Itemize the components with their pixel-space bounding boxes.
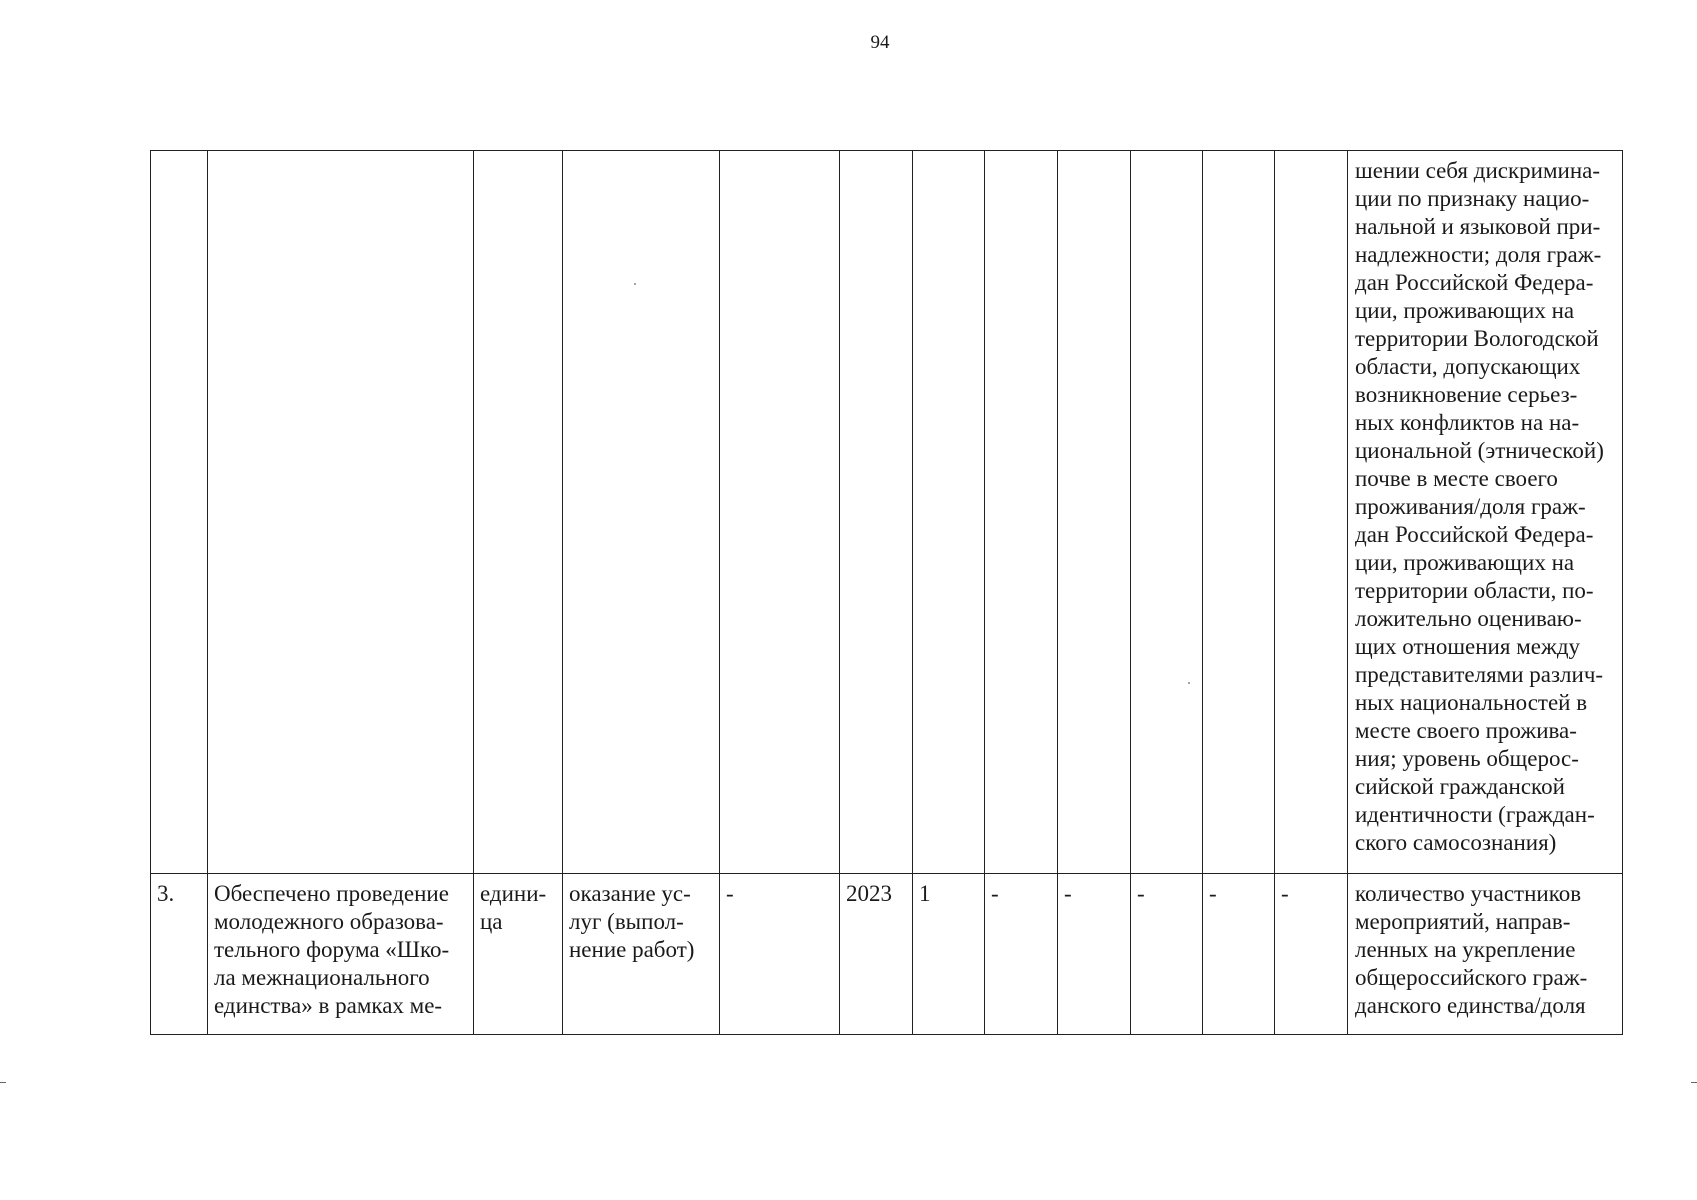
indicator-line: дан Российской Федера- <box>1355 522 1594 547</box>
indicator-line: мероприятий, направ- <box>1355 909 1571 934</box>
title-line: молодежного образова- <box>214 909 444 934</box>
indicator-line: ского самосознания) <box>1355 830 1557 855</box>
cell-unit <box>474 874 563 1035</box>
title-line: Обеспечено проведение <box>214 881 449 906</box>
cell-value-5: - <box>1203 874 1275 1035</box>
title-line: тельного форума «Шко- <box>214 937 450 962</box>
cell-indicator <box>1348 151 1623 874</box>
indicator-line: общероссийского граж- <box>1355 965 1588 990</box>
indicator-line: ния; уровень общерос- <box>1355 746 1579 771</box>
scan-edge-mark-left <box>0 1082 6 1083</box>
cell-title <box>208 151 474 874</box>
table-row-continuation <box>151 151 1623 874</box>
cell-value-6 <box>1275 151 1348 874</box>
cell-unit <box>474 151 563 874</box>
type-line: нение работ) <box>569 937 695 962</box>
scan-edge-mark-right <box>1691 1082 1697 1083</box>
cell-indicator <box>1348 874 1623 1035</box>
title-line: ла межнационального <box>214 965 430 990</box>
indicator-line: территории Вологодской <box>1355 326 1599 351</box>
indicator-line: представителями различ- <box>1355 662 1604 687</box>
type-line: луг (выпол- <box>569 909 684 934</box>
cell-title <box>208 874 474 1035</box>
indicator-line: надлежности; доля граж- <box>1355 242 1602 267</box>
cell-value-4 <box>1131 151 1203 874</box>
indicator-line: дан Российской Федера- <box>1355 270 1594 295</box>
indicator-line: нальной и языковой при- <box>1355 214 1601 239</box>
indicator-line: сийской гражданской <box>1355 774 1565 799</box>
cell-year <box>840 151 913 874</box>
indicator-line: циональной (этнической) <box>1355 438 1604 463</box>
cell-number: 3. <box>151 874 208 1035</box>
cell-value-3: - <box>1058 874 1131 1035</box>
indicator-line: ных конфликтов на на- <box>1355 410 1580 435</box>
indicator-line: месте своего прожива- <box>1355 718 1577 743</box>
cell-value-5 <box>1203 151 1275 874</box>
cell-value-1 <box>913 151 985 874</box>
indicator-line: территории области, по- <box>1355 578 1594 603</box>
unit-line: ца <box>480 909 503 934</box>
indicator-line: ции, проживающих на <box>1355 550 1575 575</box>
cell-value-3 <box>1058 151 1131 874</box>
indicator-line: ложительно оцениваю- <box>1355 606 1582 631</box>
indicator-line: количество участников <box>1355 881 1582 906</box>
page-number: 94 <box>870 32 890 53</box>
indicator-line: идентичности (граждан- <box>1355 802 1595 827</box>
cell-characteristic <box>720 151 840 874</box>
indicator-line: проживания/доля граж- <box>1355 494 1586 519</box>
measures-table <box>150 150 1623 1035</box>
indicator-line: возникновение серьез- <box>1355 382 1578 407</box>
cell-number <box>151 151 208 874</box>
scan-speck <box>634 283 636 285</box>
table-row-item-3 <box>151 874 1623 1035</box>
indicator-line: шении себя дискримина- <box>1355 158 1600 183</box>
title-line: единства» в рамках ме- <box>214 993 443 1018</box>
indicator-line: ленных на укрепление <box>1355 937 1576 962</box>
unit-line: едини- <box>480 881 547 906</box>
indicator-line: щих отношения между <box>1355 634 1581 659</box>
cell-value-2 <box>985 151 1058 874</box>
cell-value-6: - <box>1275 874 1348 1035</box>
cell-value-2: - <box>985 874 1058 1035</box>
cell-year: 2023 <box>840 874 913 1035</box>
indicator-line: данского единства/доля <box>1355 993 1586 1018</box>
indicator-line: области, допускающих <box>1355 354 1581 379</box>
cell-characteristic: - <box>720 874 840 1035</box>
cell-type <box>563 874 720 1035</box>
indicator-line: ции, проживающих на <box>1355 298 1575 323</box>
indicator-line: ных национальностей в <box>1355 690 1588 715</box>
scan-speck <box>1188 682 1190 684</box>
cell-value-1: 1 <box>913 874 985 1035</box>
indicator-line: почве в месте своего <box>1355 466 1558 491</box>
indicator-line: ции по признаку нацио- <box>1355 186 1590 211</box>
cell-value-4: - <box>1131 874 1203 1035</box>
type-line: оказание ус- <box>569 881 691 906</box>
cell-type <box>563 151 720 874</box>
